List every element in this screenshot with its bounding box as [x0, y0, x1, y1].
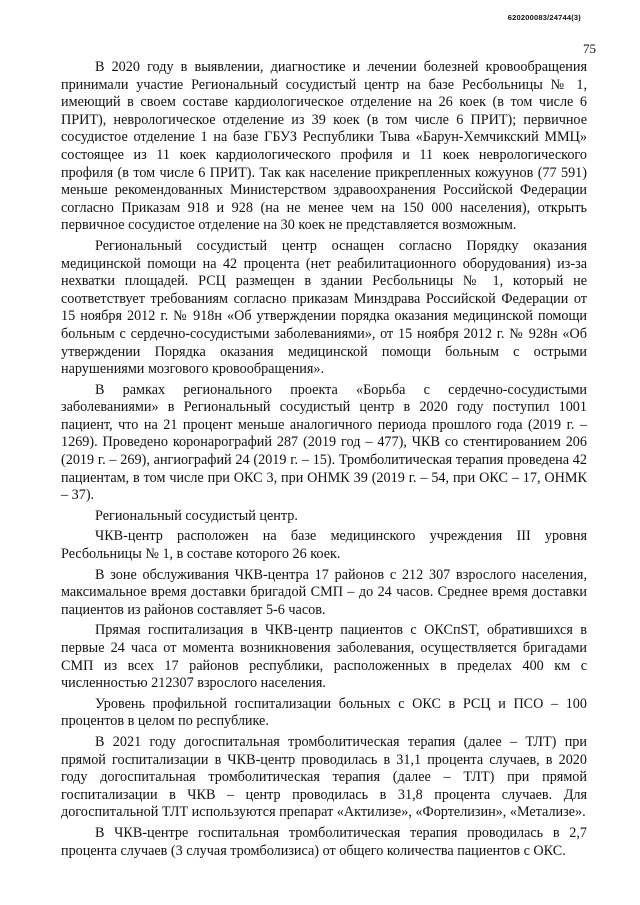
- paragraph-rsc-equipment: Региональный сосудистый центр оснащен согласно Порядку оказания медицинской помощи на 42 процента (нет реабилитационного оборудования) из-за нехватки площадей. РСЦ размещен в здании Ресбольницы № 1, который не соответствует требованиям согласно приказам Минздрава Российской Федерации от 15 ноября 2012 г. № 918н «Об утверждении порядка оказания медицинской помощи больным с сердечно-сосудистыми заболеваниями», от 15 ноября 2012 г. № 928н «Об утверждении Порядка оказания медицинской помощи больным с острыми нарушениями мозгового кровообращения».: [61, 237, 587, 378]
- document-body: [61, 59, 587, 863]
- paragraph-service-zone: В зоне обслуживания ЧКВ-центра 17 районов с 212 307 взрослого населения, максимальное время доставки бригадой СМП – до 24 часов. Среднее время доставки пациентов из районов составляет 5-6 часов.: [61, 566, 587, 618]
- paragraph-hospital-tlt: В ЧКВ-центре госпитальная тромболитическая терапия проводилась в 2,7 процента случаев (3 случая тромболизиса) от общего количества пациентов с ОКС.: [61, 824, 587, 859]
- page-number: 75: [583, 41, 596, 56]
- paragraph-pci-center-location: ЧКВ-центр расположен на базе медицинского учреждения III уровня Ресбольницы № 1, в составе которого 26 коек.: [61, 528, 587, 563]
- document-id: 620200083/24744(3): [507, 13, 581, 22]
- paragraph-rsc-heading: Региональный сосудистый центр.: [95, 507, 298, 524]
- paragraph-prehospital-tlt: В 2021 году догоспитальная тромболитическая терапия (далее – ТЛТ) при прямой госпитализации в ЧКВ-центр проводилась в 31,1 процента случаев, в 2020 году догоспитальная тромболитическая терапия (далее – ТЛТ) при прямой госпитализации в ЧКВ – центр проводилась в 31,8 процента случаев. Для догоспитальной ТЛТ используются препарат «Актилизе», «Фортелизин», «Метализе».: [61, 733, 587, 821]
- paragraph-direct-hospitalization: Прямая госпитализация в ЧКВ-центр пациентов с ОКСпST, обратившихся в первые 24 часа от момента возникновения заболевания, осуществляется бригадами СМП из всех 17 районов республики, расположенных в пределах 400 км с численностью 212307 взрослого населения.: [61, 622, 587, 692]
- paragraph-profile-hospitalization: Уровень профильной госпитализации больных с ОКС в РСЦ и ПСО – 100 процентов в целом по республике.: [61, 695, 587, 730]
- paragraph-regional-project: В рамках регионального проекта «Борьба с сердечно-сосудистыми заболеваниями» в Региональный сосудистый центр в 2020 году поступил 1001 пациент, что на 21 процент меньше аналогичного периода прошлого года (2019 г. – 1269). Проведено коронарографий 287 (2019 год – 477), ЧКВ со стентированием 206 (2019 г. – 269), ангиографий 24 (2019 г. – 15). Тромболитическая терапия проведена 42 пациентам, в том числе при ОКС 3, при ОНМК 39 (2019 г. – 54, при ОКС – 17, ОНМК – 37).: [61, 381, 587, 504]
- paragraph-blood-circulation-care: В 2020 году в выявлении, диагностике и лечении болезней кровообращения принимали участие Региональный сосудистый центр на базе Ресбольницы № 1, имеющий в своем составе кардиологическое отделение на 26 коек (в том числе 6 ПРИТ), неврологическое отделение из 39 коек (в том числе 6 ПРИТ); первичное сосудистое отделение 1 на базе ГБУЗ Республики Тыва «Барун-Хемчикский ММЦ» состоящее из 11 коек кардиологического профиля и 11 коек неврологического профиля (в том числе 6 ПРИТ). Так как население прикрепленных кожуунов (77 591) меньше рекомендованных Министерством здравоохранения Российской Федерации согласно Приказам 918 и 928 (на не менее чем на 150 000 населения), открыть первичное сосудистое отделение на 30 коек не представляется возможным.: [61, 59, 587, 234]
